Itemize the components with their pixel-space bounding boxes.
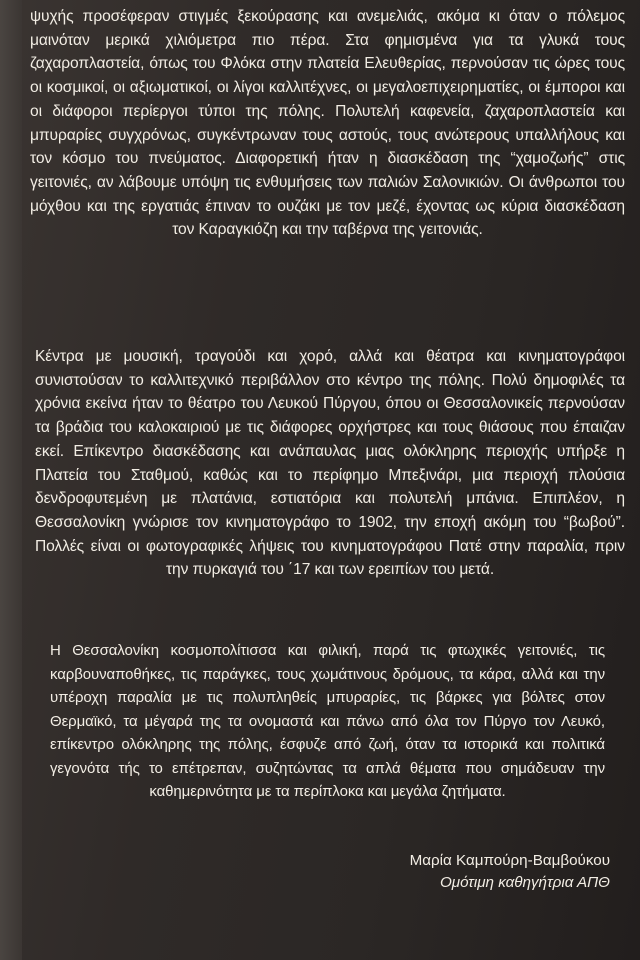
author-name: Μαρία Καμπούρη-Βαμβούκου (409, 852, 610, 869)
paragraph-3: Η Θεσσαλονίκη κοσμοπολίτισσα και φιλική, παρά τις φτωχικές γειτονιές, τις καρβουναποθήκες, τις παράγκες, τους χωμάτινους δρόμους, τα κάρα, αλλά και την υπέροχη παραλία με τις πολυπληθείς μπυραρίες, τις βάρκες για βόλτες στον Θερμαϊκό, τα μέγαρά της τα ονομαστά και πάνω από όλα τον Πύργο τον Λευκό, επίκεντρο ολόκληρης της πόλης, έσφυζε από ζωή, όταν τα ιστορικά και πολιτικά γεγονότα τής το επέτρεπαν, συζητώντας τα απλά θέματα που σημάδευαν την καθημερινότητα με τα περίπλοκα και μεγάλα ζητήματα. (50, 642, 605, 800)
paragraph-2: Κέντρα με μουσική, τραγούδι και χορό, αλλά και θέατρα και κινηματογράφοι συνιστούσαν το καλλιτεχνικό περιβάλλον στο κέντρο της πόλης. Πολύ δημοφιλές τα χρόνια εκείνα ήταν το θέατρο του Λευκού Πύργου, όπου οι Θεσσαλονικείς περνούσαν τα βράδια του καλοκαιριού με τις διάφορες ορχήστρες και τους θιάσους που έπαιζαν εκεί. Επίκεντρο διασκέδασης και ανάπαυλας μιας ολόκληρης περιοχής υπήρξε η Πλατεία του Σταθμού, καθώς και το περίφημο Μπεξινάρι, μια περιοχή πλούσια δενδροφυτεμένη με πλατάνια, εστιατόρια και πολυτελή μπάνια. Επιπλέον, η Θεσσαλονίκη γνώρισε τον κινηματογράφο το 1902, την εποχή ακόμη του “βωβού”. Πολλές είναι οι φωτογραφικές λήψεις του κινηματογράφου Πατέ στην παραλία, πριν την πυρκαγιά του ΄17 και των ερειπίων του μετά. (35, 348, 625, 579)
panel-edge (0, 0, 22, 960)
author-title: Ομότιμη καθηγήτρια ΑΠΘ (439, 874, 610, 891)
signature-block (350, 850, 610, 894)
paragraph-1: ψυχής προσέφεραν στιγμές ξεκούρασης και ανεμελιάς, ακόμα κι όταν ο πόλεμος μαινόταν μερικά χιλιόμετρα πιο πέρα. Στα φημισμένα για τα γλυκά τους ζαχαροπλαστεία, όπως του Φλόκα στην πλατεία Ελευθερίας, περνούσαν τις ώρες τους οι κοσμικοί, οι αξιωματικοί, οι λίγοι καλλιτέχνες, οι μεγαλοεπιχειρηματίες, οι έμποροι και οι διάφοροι περίεργοι τύποι της πόλης. Πολυτελή καφενεία, ζαχαροπλαστεία και μπυραρίες συγχρόνως, συγκέντρωναν τους αστούς, τους ανώτερους υπαλλήλους και τον κόσμο του πνεύματος. Διαφορετική ήταν η διασκέδαση της “χαμοζωής” στις γειτονιές, αν λάβουμε υπόψη τις ενθυμήσεις των παλιών Σαλονικιών. Οι άνθρωποι του μόχθου και της εργατιάς έπιναν το ουζάκι με τον μεζέ, έχοντας ως κύρια διασκέδαση τον Καραγκιόζη και την ταβέρνα της γειτονιάς. (30, 8, 625, 239)
